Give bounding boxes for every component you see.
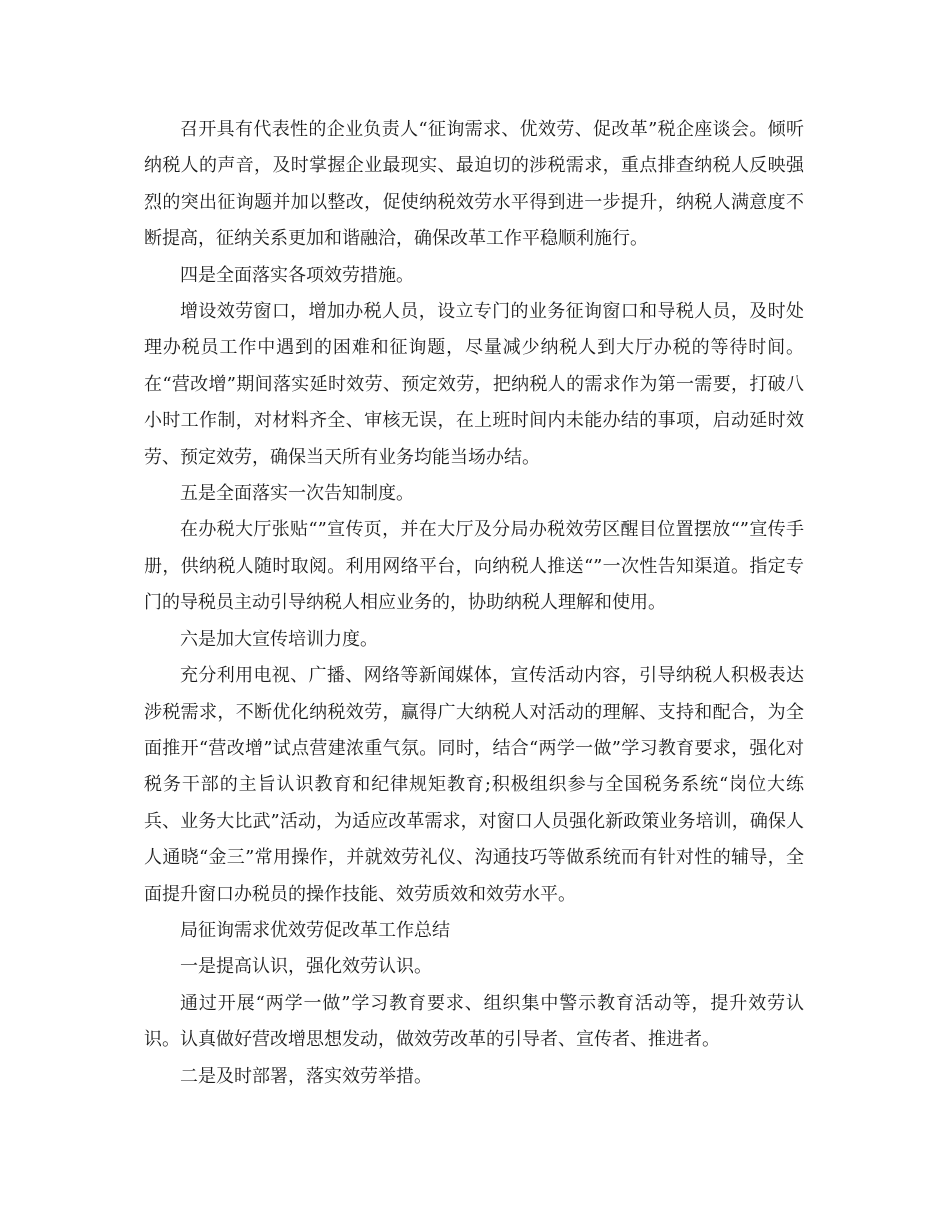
- paragraph: 在办税大厅张贴“”宣传页，并在大厅及分局办税效劳区醒目位置摆放“”宣传手册，供纳税人随时取阅。利用网络平台，向纳税人推送“”一次性告知渠道。指定专门的导税员主动引导纳税人相应业务的，协助纳税人理解和使用。: [144, 519, 804, 614]
- section-heading: 四是全面落实各项效劳措施。: [180, 264, 414, 286]
- paragraph: 增设效劳窗口，增加办税人员，设立专门的业务征询窗口和导税人员，及时处理办税员工作中遇到的困难和征询题，尽量减少纳税人到大厅办税的等待时间。在“营改增”期间落实延时效劳、预定效劳，把纳税人的需求作为第一需要，打破八小时工作制，对材料齐全、审核无误，在上班时间内未能办结的事项，启动延时效劳、预定效劳，确保当天所有业务均能当场办结。: [144, 301, 804, 468]
- document-title: 局征询需求优效劳促改革工作总结: [180, 919, 450, 941]
- paragraph: 充分利用电视、广播、网络等新闻媒体，宣传活动内容，引导纳税人积极表达涉税需求，不断优化纳税效劳，赢得广大纳税人对活动的理解、支持和配合，为全面推开“营改增”试点营建浓重气氛。同时，结合“两学一做”学习教育要求，强化对税务干部的主旨认识教育和纪律规矩教育;积极组织参与全国税务系统“岗位大练兵、业务大比武”活动，为适应改革需求，对窗口人员强化新政策业务培训，确保人人通晓“金三”常用操作，并就效劳礼仪、沟通技巧等做系统而有针对性的辅导，全面提升窗口办税员的操作技能、效劳质效和效劳水平。: [144, 665, 804, 905]
- section-heading: 六是加大宣传培训力度。: [180, 628, 378, 650]
- section-heading: 五是全面落实一次告知制度。: [180, 483, 414, 505]
- document-body: [144, 112, 804, 1095]
- section-heading: 二是及时部署，落实效劳举措。: [180, 1065, 432, 1087]
- paragraph: 召开具有代表性的企业负责人“征询需求、优效劳、促改革”税企座谈会。倾听纳税人的声音，及时掌握企业最现实、最迫切的涉税需求，重点排查纳税人反映强烈的突出征询题并加以整改，促使纳税效劳水平得到进一步提升，纳税人满意度不断提高，征纳关系更加和谐融洽，确保改革工作平稳顺利施行。: [144, 119, 804, 250]
- paragraph: 通过开展“两学一做”学习教育要求、组织集中警示教育活动等，提升效劳认识。认真做好营改增思想发动，做效劳改革的引导者、宣传者、推进者。: [144, 992, 804, 1051]
- section-heading: 一是提高认识，强化效劳认识。: [180, 956, 432, 978]
